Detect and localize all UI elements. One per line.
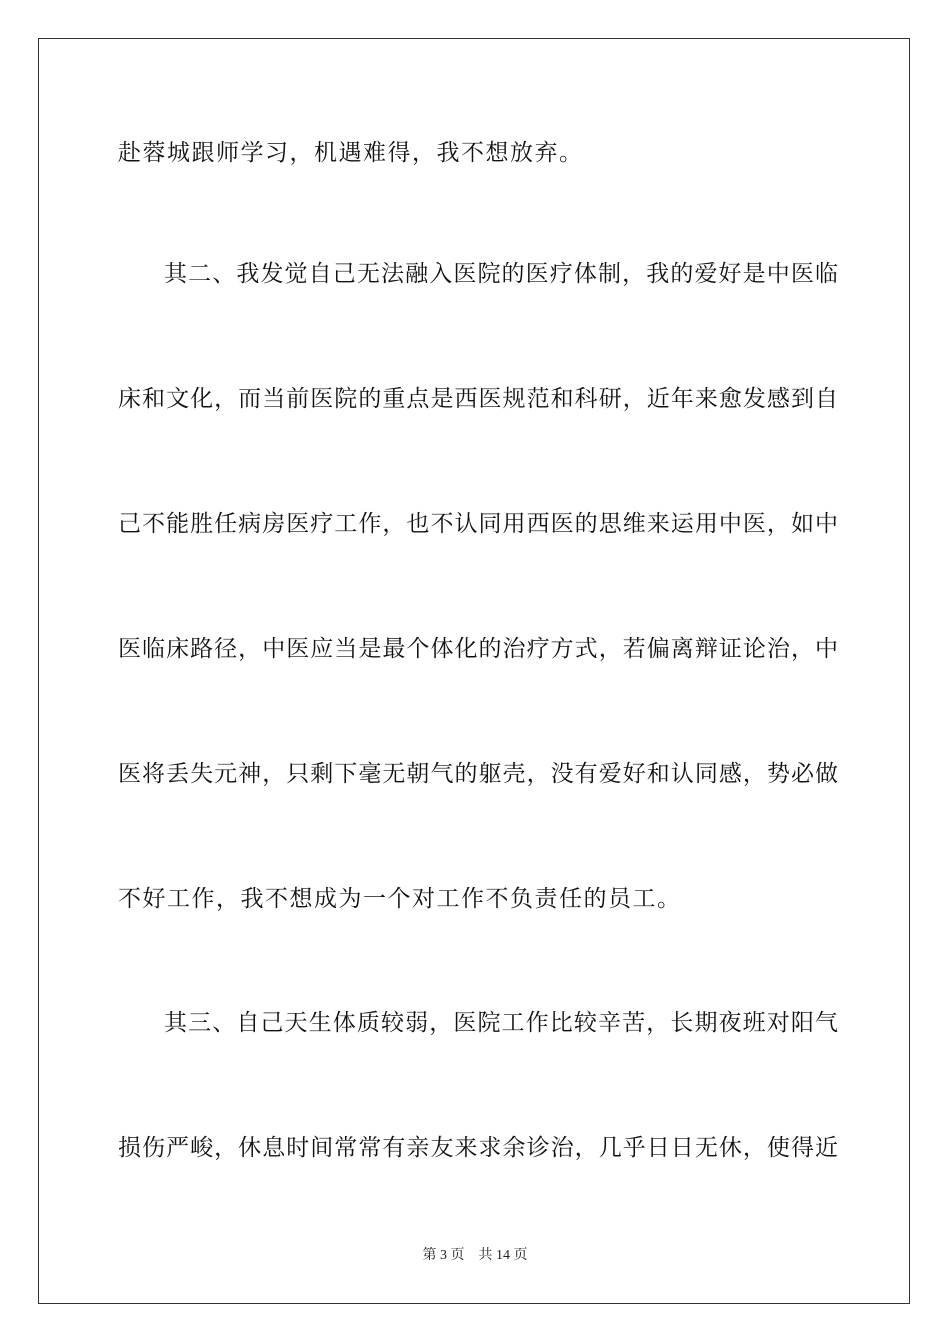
paragraph-line: 医将丢失元神，只剩下毫无朝气的躯壳，没有爱好和认同感，势必做 <box>118 761 838 787</box>
paragraph-line: 医临床路径，中医应当是最个体化的治疗方式，若偏离辩证论治，中 <box>118 636 838 662</box>
page-total: 共 14 页 <box>478 1248 528 1263</box>
paragraph-line: 赴蓉城跟师学习，机遇难得，我不想放弃。 <box>118 140 584 166</box>
paragraph-line: 其二、我发觉自己无法融入医院的医疗体制，我的爱好是中医临 <box>164 261 838 287</box>
page-number: 第 3 页 <box>422 1248 465 1263</box>
paragraph-line: 床和文化，而当前医院的重点是西医规范和科研，近年来愈发感到自 <box>118 386 838 412</box>
page-footer <box>0 1247 950 1265</box>
paragraph-line: 损伤严峻，休息时间常常有亲友来求余诊治，几乎日日无休，使得近 <box>118 1135 838 1161</box>
paragraph-line: 己不能胜任病房医疗工作，也不认同用西医的思维来运用中医，如中 <box>118 511 838 537</box>
paragraph-line: 不好工作，我不想成为一个对工作不负责任的员工。 <box>118 886 682 912</box>
page-border <box>38 38 910 1304</box>
paragraph-line: 其三、自己天生体质较弱，医院工作比较辛苦，长期夜班对阳气 <box>164 1010 838 1036</box>
